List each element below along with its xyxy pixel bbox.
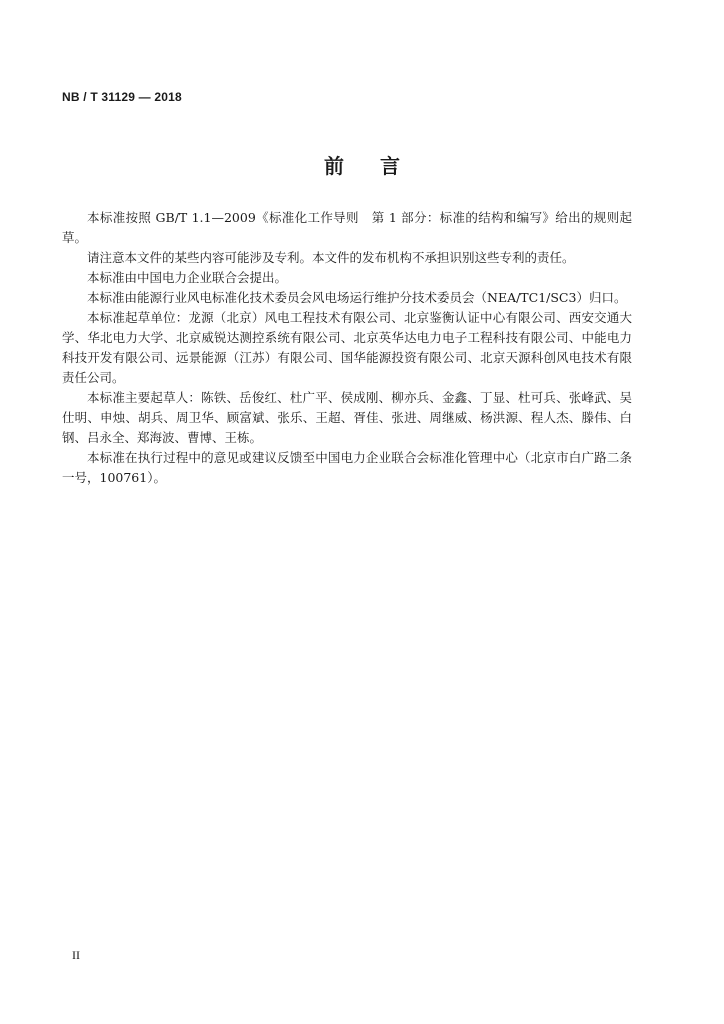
- standard-code-header: NB / T 31129 — 2018: [62, 90, 182, 104]
- paragraph-drafting-rules: 本标准按照 GB/T 1.1—2009《标准化工作导则 第 1 部分：标准的结构和编写》给出的规则起草。: [62, 210, 632, 245]
- page-number: II: [72, 948, 80, 962]
- paragraph-patent-notice: 请注意本文件的某些内容可能涉及专利。本文件的发布机构不承担识别这些专利的责任。: [87, 250, 575, 265]
- page-title: 前言: [324, 154, 436, 178]
- paragraph-drafting-organizations: 本标准起草单位：龙源（北京）风电工程技术有限公司、北京鉴衡认证中心有限公司、西安交通大学、华北电力大学、北京威锐达测控系统有限公司、北京英华达电力电子工程科技有限公司、中能电力科技开发有限公司、远景能源（江苏）有限公司、国华能源投资有限公司、北京天源科创风电技术有限责任公司。: [62, 310, 632, 385]
- foreword-body: [62, 208, 632, 488]
- paragraph-feedback-contact: 本标准在执行过程中的意见或建议反馈至中国电力企业联合会标准化管理中心（北京市白广路二条一号，100761）。: [62, 450, 632, 485]
- paragraph-proposer: 本标准由中国电力企业联合会提出。: [87, 270, 288, 285]
- paragraph-main-drafters: 本标准主要起草人：陈铁、岳俊红、杜广平、侯成刚、柳亦兵、金鑫、丁显、杜可兵、张峰武、吴仕明、申烛、胡兵、周卫华、顾富斌、张乐、王超、胥佳、张进、周继威、杨洪源、程人杰、滕伟、白钢、吕永全、郑海波、曹博、王栋。: [62, 390, 632, 445]
- paragraph-technical-committee: 本标准由能源行业风电标准化技术委员会风电场运行维护分技术委员会（NEA/TC1/SC3）归口。: [87, 290, 627, 305]
